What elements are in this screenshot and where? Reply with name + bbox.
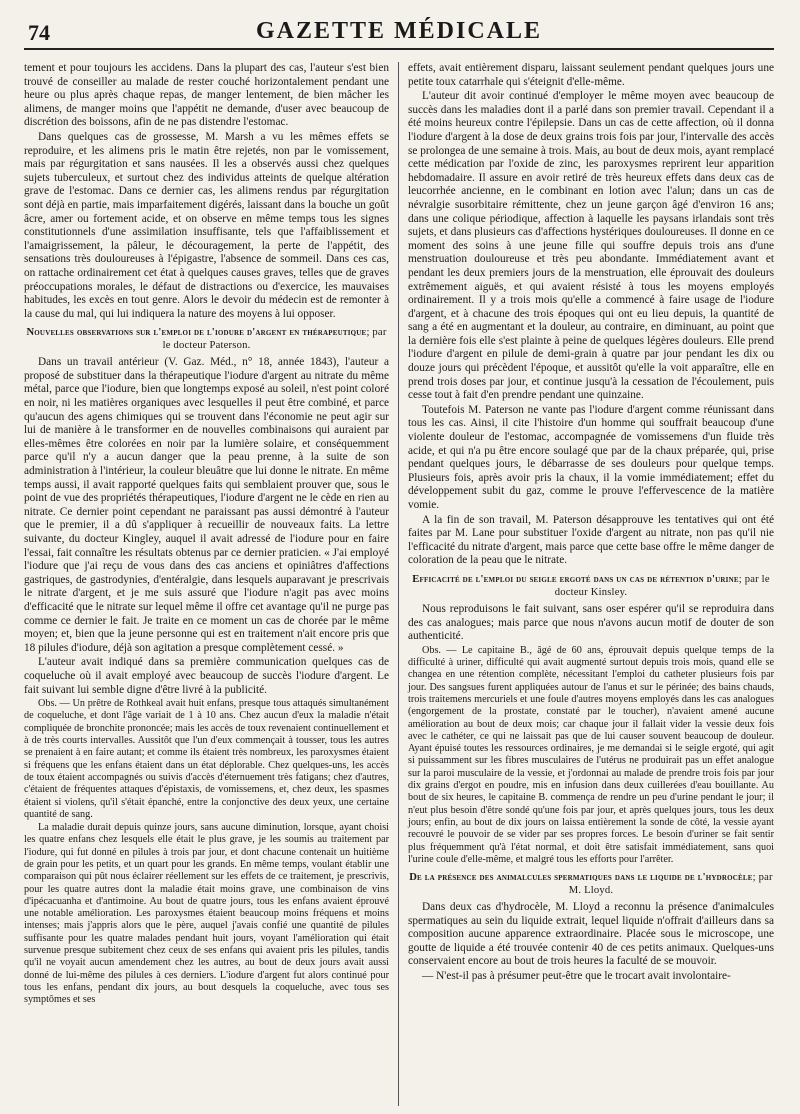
two-column-body: [24, 62, 774, 1106]
section-title: Efficacité de l'emploi du seigle ergoté dans un cas de rétention d'urine: [412, 573, 739, 585]
page-header: [24, 18, 774, 50]
page-number: 74: [28, 20, 50, 45]
left-paragraph: L'auteur avait indiqué dans sa première communication quelques cas de coqueluche où il avait employé avec beaucoup de succès l'iodure d'argent. Le fait suivant lui semble digne d'être livré à la publicité.: [24, 656, 389, 696]
right-paragraph: Toutefois M. Paterson ne vante pas l'iodure d'argent comme réunissant dans tous les cas. Ainsi, il cite l'histoire d'un homme qui souffrait beaucoup d'une violente douleur de l'estomac, accompagnée de vomissemens d'un fluide très acide, et qui n'a pu être encore soulagé que par de la chaux préparée, qui, prise pendant quelques jours, le débarrasse de ses douleurs pour quelque temps. Plusieurs fois, après avoir pris la chaux, il la vomie immédiatement; effet du développement subit du gaz, comme le prouve l'effervescence de la matière vomie.: [408, 403, 774, 511]
section-heading-seigle: [408, 573, 774, 599]
section-title: De la présence des animalcules spermatiques dans le liquide de l'hydrocèle: [409, 872, 753, 884]
section-heading-iodure: [24, 326, 389, 352]
left-paragraph: Dans un travail antérieur (V. Gaz. Méd., n° 18, année 1843), l'auteur a proposé de substituer dans la thérapeutique l'iodure d'argent au nitrate du même métal, parce que l'iodure, bien que longtemps exposé au soleil, n'est point coloré en noir, ni les matières organiques avec lesquelles il peut être combiné, et parce qu'aucun des agens chimiques qui se trouvent dans l'économie ne peut agir sur lui de manière à le transformer en de nouvelles combinaisons qui auraient par elles-mêmes être colorées en noir par la lumière solaire, et conséquemment parce qu'il n'y a aucun danger que la peau prenne, à la suite de son administration à l'intérieur, la couleur bleuâtre que lui donne le nitrate. En même temps aussi, il avait rapporté quelques faits qui semblaient prouver que, sous le point de vue des propriétés thérapeutiques, l'iodure d'argent ne le cède en rien au nitrate. Ce dernier point cependant ne paraissant pas aussi démontré à l'auteur que le premier, il a dû s'appliquer à recueillir de nouveaux faits. La lettre suivante, du docteur Kingley, auquel il avait adressé de l'iodure pour en faire l'essai, fait connaître les résultats obtenus par ce dernier praticien. « J'ai employé l'iodure que j'ai reçu de vous dans des cas anciens et opiniâtres d'affections gastriques, de gastrodynies, d'entéralgie, dans lesquels auparavant je prescrivais le nitrate d'argent, et je me suis assuré que l'iodure n'agit pas avec moins d'efficacité que le nitrate sur lequel même il offre cet avantage qu'il ne purge pas comme ce dernier le fait. Je traite en ce moment un cas de chorée par le même moyen; et, bien que la jeune personne qui est en traitement n'ait encore pris que 18 pilules d'iodure, déjà son agitation a presque complètement cessé. »: [24, 356, 389, 654]
section-title: Nouvelles observations sur l'emploi de l'iodure d'argent en thérapeutique: [26, 327, 367, 339]
left-paragraph: tement et pour toujours les accidens. Dans la plupart des cas, l'auteur s'est bien trouvé de conseiller au malade de rester couché horizontalement pendant une heure ou plus après chaque repas, de manger lentement, de bien mâcher les alimens, de manger moins que l'appétit ne demande, d'user avec beaucoup de discrétion des boissons, afin de ne pas distendre l'estomac.: [24, 62, 389, 129]
observation-paragraph: Obs. — Un prêtre de Rothkeal avait huit enfans, presque tous attaqués simultanément de coqueluche, et dont l'âge variait de 1 à 10 ans. Chez aucun d'eux la maladie n'était compliquée de bronchite prononcée; mais les accès de toux revenaient continuellement et à de très courts intervalles. Aussitôt que l'un d'eux commençait à tousser, tous les autres se prenaient à en faire autant; et comme ils étaient très nombreux, les paroxysmes étaient si fréquens que les enfans étaient dans un état déplorable. Chez quelques-uns, les accès de toux étaient accompagnés ou suivis d'accès d'éternuement très fatigans; chez d'autres, c'étaient de fréquentes attaques d'épistaxis, de vomissemens, et, chez deux, les spasmes étaient si violens, qu'il s'était épanché, entre la conjonctive des deux yeux, une certaine quantité de sang.: [24, 698, 389, 820]
right-paragraph: effets, avait entièrement disparu, laissant seulement pendant quelques jours une petite toux catarrhale qui s'éteignit d'elle-même.: [408, 62, 774, 88]
right-paragraph: — N'est-il pas à présumer peut-être que le trocart avait involontaire-: [422, 970, 731, 983]
observation-paragraph: La maladie durait depuis quinze jours, sans aucune diminution, lorsque, ayant choisi les quatre enfans chez lesquels elle était le plus grave, je les soumis au traitement par l'iodure, qui fut donné en pilules à trois par jour, et dont chacune contenait un huitième de grain pour les petits, et un quart pour les grands. En même temps, voulant établir une comparaison qui pût nous éclairer réellement sur les effets de ce traitement, je prescrivis, pour les quatre autres dont la maladie était moins grave, une combinaison de vins d'ipécacuanha et d'antimoine. Au bout de quatre jours, tous les enfans avaient éprouvé une notable amélioration. Les paroxysmes étaient beaucoup moins fréquens et moins intenses; mais j'appris alors que le père, auquel j'avais confié une quantité de pilules suffisante pour les quatre malades pendant huit jours, voyant l'amélioration qui était survenue presque subitement chez ceux de ses enfans qui avaient pris les pilules, tandis qu'il ne voyait aucun amendement chez les autres, au bout de deux jours avait aussi donné de lui-même des pilules à ces derniers. L'iodure d'argent fut alors continué pour tous les enfans, pendant dix jours, au bout desquels la coqueluche, avec tous ses symptômes et ses: [24, 822, 389, 1006]
right-paragraph: Nous reproduisons le fait suivant, sans oser espérer qu'il se reproduira dans des cas analogues; mais parce que nous n'avons aucun motif de douter de son authenticité.: [408, 602, 774, 643]
observation-paragraph: Obs. — Le capitaine B., âgé de 60 ans, éprouvait depuis quelque temps de la difficulté à uriner, difficulté qui avait augmenté surtout depuis trois mois, quand elle se changea en une rétention complète, nécessitant l'emploi du catheter plusieurs fois par jour. Des sangsues furent appliquées autour de l'anus et sur le périnée; des bains chauds, trois traitemens mercuriels et une foule d'autres moyens employés dans les cas analogues (engorgement de la prostate, constaté par le toucher), n'avaient amené aucune amélioration au bout de deux mois; car chaque jour il fallait vider la vessie deux fois avec le cathéter, ce qui ne laissait pas que de lui causer souvent beaucoup de douleur. Ayant épuisé toutes les ressources ordinaires, je me demandai si le seigle ergoté, qui agit si puissamment sur les fibres musculaires de l'utérus ne produirait pas un effet analogue sur la paroi musculaire de la vessie, et j'ordonnai au malade de prendre trois fois par jour dix grains d'ergot en poudre, mis en infusion dans deux cuillerées d'eau bouillante. Au bout de six heures, le capitaine B. commença de rendre un peu d'urine pendant le jour; il n'eut plus besoin d'être sondé qu'une fois par jour, et après quelques jours, tous les deux jours; enfin, au bout de dix jours on laissa entièrement la sonde de côté, la vessie ayant recouvré le pouvoir de se vider par ses propres forces. Le besoin d'uriner se fait sentir plus fréquemment qu'à l'état normal, et doit être satisfait immédiatement, sans quoi l'urine coule d'elle-même, et malgré tous les efforts pour l'arrêter.: [408, 644, 774, 865]
right-column: [399, 62, 774, 1106]
section-heading-hydrocele: [408, 871, 774, 897]
right-paragraph: A la fin de son travail, M. Paterson désapprouve les tentatives qui ont été faites par M. Lane pour substituer l'oxide d'argent au nitrate, non pas qu'il nie l'efficacité du nitrate d'argent, mais parce que cette base offre le même danger de coloration de la peau que le nitrate.: [408, 513, 774, 567]
left-paragraph: Dans quelques cas de grossesse, M. Marsh a vu les mêmes effets se reproduire, et les alimens pris le matin être rejetés, non par le vomissement, mais par régurgitation et sans nausées. Il les a observés aussi chez quelques sujets tuberculeux, et surtout chez des individus atteints de quelque altération grave de l'estomac. Dans ce dernier cas, les alimens rendus par régurgitation sont déjà en partie, mais imparfaitement digérés, laissant dans la bouche un goût âcre, amer ou fortement acide, et on observe en même temps tous les signes constitutionnels d'une assimilation insuffisante, tels que l'affaiblissement et l'amaigrissement, la pâleur, le découragement, la perte de l'appétit, des sensations très douloureuses à l'épigastre, l'absence de sommeil. Dans ces cas, on rattache ordinairement cet état à quelques causes graves, telles que de graves préoccupations morales, le défaut de distractions ou d'exercice, les mauvaises habitudes, les excès en tout genre. Alors le devoir du médecin est de remonter à la cause du mal, qui lui indiquera la nature des moyens à lui opposer.: [24, 130, 389, 320]
section-author: ; par le docteur Paterson.: [162, 327, 387, 352]
section-author: ; par M. Lloyd.: [568, 872, 773, 897]
right-paragraph: L'auteur dit avoir continué d'employer le même moyen avec beaucoup de succès dans les maladies dont il a parlé dans son premier travail. Cependant il a été moins heureux contre l'épilepsie. Dans un cas de cette affection, où il donna l'iodure d'argent à la dose de deux grains trois fois par jour, l'intervalle des accès se prolongea de une semaine à trois. Mais, au bout de deux mois, ayant remplacé cette médication par l'oxide de zinc, les paroxysmes reprirent leur apparition hebdomadaire. Il assure en avoir retiré de très heureux effets dans deux cas de leucorrhée ancienne, en le combinant en lotion avec l'alun; dans un cas de névralgie susorbitaire rémittente, chez un jeune garçon âgé d'environ 16 ans; dans une colique périodique, affection à laquelle les paysans irlandais sont très sujets, et dans plusieurs cas d'affections hystériques douloureuses. Il donne en ce moment des soins à une jeune fille qui souffre depuis trois ans d'une menstruation douloureuse et très peu abondante. Immédiatement avant et pendant les deux premiers jours de la menstruation, elle éprouvait des douleurs extrêmement aiguës, et qui avaient résisté à tous les moyens employés ordinairement. Il y a trois mois qu'elle a commencé à faire usage de l'iodure d'argent, et à chacune des trois époques qui ont eu lieu depuis, la quantité de sang a été en augmentant et la douleur, au contraire, en diminuant, au point que la dernière fois elle s'est plainte à peine de quelques légères douleurs. Elle prend l'iodure d'argent en pilule de demi-grain à quatre par jour pendant les dix ou douze jours qui précèdent l'époque, et aussitôt qu'elle la voit apparaître, elle en prend trois doses par jour, et continue jusqu'à la cessation de l'écoulement, puis cesse tout à fait d'en prendre pendant une quinzaine.: [408, 90, 774, 402]
right-paragraph: Dans deux cas d'hydrocèle, M. Lloyd a reconnu la présence d'animalcules spermatiques au sein du liquide extrait, lequel liquide n'offrait d'ailleurs dans sa composition aucune apparence extraordinaire. Placée sous le microscope, une goutte de liquide a été trouvée contenir 40 de ces petits animaux. Quelques-uns conservaient encore au bout de trois heures la faculté de se mouvoir.: [408, 901, 774, 968]
left-column: [24, 62, 399, 1106]
journal-title: GAZETTE MÉDICALE: [255, 18, 543, 44]
section-author: ; par le docteur Kinsley.: [554, 573, 770, 598]
